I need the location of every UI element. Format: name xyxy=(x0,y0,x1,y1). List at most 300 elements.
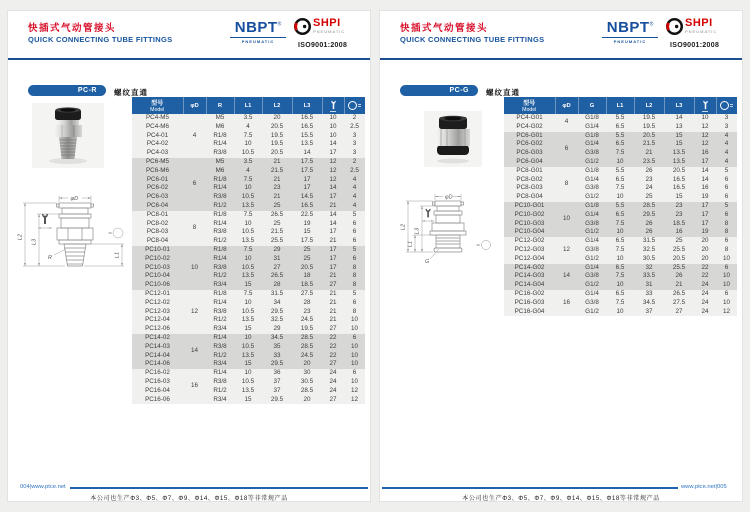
cell-value: 34.5 xyxy=(634,299,664,308)
cell-value: 22.5 xyxy=(292,211,322,220)
section-code-badge: PC-G xyxy=(400,85,478,96)
cell-value: 17 xyxy=(694,211,716,220)
cell-value: 20.5 xyxy=(664,255,694,264)
cell-value: 15.5 xyxy=(292,132,322,141)
cell-value: R1/4 xyxy=(206,220,234,229)
cell-value: G3/8 xyxy=(578,272,606,281)
table-row xyxy=(132,334,365,343)
cell-value: 5.5 xyxy=(606,202,634,211)
col-header-oring xyxy=(344,97,365,114)
cell-value: 13.5 xyxy=(292,140,322,149)
cell-value: 20 xyxy=(694,255,716,264)
cell-value: 16.5 xyxy=(664,176,694,185)
cell-value: 16 xyxy=(694,184,716,193)
cell-value: 16 xyxy=(664,228,694,237)
cell-value: 28.5 xyxy=(292,387,322,396)
cell-value: 12 xyxy=(716,308,737,317)
cell-value: G3/8 xyxy=(578,299,606,308)
cell-model: PC10-01 xyxy=(132,246,183,255)
cell-value: 5.5 xyxy=(606,132,634,141)
cell-model: PC10-G01 xyxy=(504,202,555,211)
cell-value: 17 xyxy=(322,149,344,158)
cell-model: PC8-04 xyxy=(132,237,183,246)
cell-value: 6 xyxy=(716,264,737,273)
table-row xyxy=(504,114,737,123)
cell-value: R3/8 xyxy=(206,343,234,352)
cell-value: 20.5 xyxy=(664,167,694,176)
cell-value: 10 xyxy=(606,308,634,317)
cell-value: 15 xyxy=(664,193,694,202)
cell-value: G1/4 xyxy=(578,211,606,220)
cell-value: 27 xyxy=(322,325,344,334)
cell-value: G3/8 xyxy=(578,220,606,229)
cell-value: G1/4 xyxy=(578,176,606,185)
cell-value: 12 xyxy=(322,176,344,185)
cell-value: 16.5 xyxy=(292,114,322,123)
cell-value: 26 xyxy=(634,228,664,237)
cell-value: 15 xyxy=(234,396,262,405)
cell-value: 27 xyxy=(322,396,344,405)
table-row xyxy=(504,299,737,308)
cell-value: 12 xyxy=(344,396,365,405)
cell-value: 21 xyxy=(322,290,344,299)
cell-value: 32 xyxy=(634,264,664,273)
cell-value: 6 xyxy=(344,299,365,308)
cell-value: 22 xyxy=(694,264,716,273)
cell-value: 26 xyxy=(664,272,694,281)
cell-value: 6.5 xyxy=(606,176,634,185)
cell-value: 4 xyxy=(716,132,737,141)
cell-value: 10.5 xyxy=(234,193,262,202)
cell-value: 25.5 xyxy=(664,246,694,255)
cell-value: R1/4 xyxy=(206,184,234,193)
cell-model: PC12-03 xyxy=(132,308,183,317)
cell-value: 6 xyxy=(344,237,365,246)
col-header-wrench xyxy=(694,97,716,114)
cell-value: 20 xyxy=(292,396,322,405)
cell-value: 24.5 xyxy=(292,352,322,361)
cell-value: 34 xyxy=(262,299,292,308)
cell-value: R1/8 xyxy=(206,132,234,141)
cell-value: 29.5 xyxy=(634,211,664,220)
table-row xyxy=(132,396,365,405)
cell-value: 6.5 xyxy=(606,211,634,220)
cell-diameter: 16 xyxy=(183,369,206,404)
page-title-en: QUICK CONNECTING TUBE FITTINGS xyxy=(28,35,173,44)
cell-value: 19 xyxy=(694,228,716,237)
cell-value: 32.5 xyxy=(634,246,664,255)
cell-value: 25 xyxy=(664,237,694,246)
cell-model: PC10-03 xyxy=(132,264,183,273)
cell-model: PC8-02 xyxy=(132,220,183,229)
cell-value: 6.5 xyxy=(606,290,634,299)
section-title: 螺纹直通 xyxy=(114,88,148,97)
cell-value: 3.5 xyxy=(234,158,262,167)
cell-value: 13 xyxy=(664,123,694,132)
cell-value: 31 xyxy=(634,281,664,290)
cell-value: 10 xyxy=(606,158,634,167)
cell-value: 14 xyxy=(694,176,716,185)
cell-model: PC8-01 xyxy=(132,211,183,220)
cell-value: 28 xyxy=(292,299,322,308)
cell-value: 23 xyxy=(664,202,694,211)
cell-value: 4 xyxy=(344,176,365,185)
cell-value: G1/8 xyxy=(578,202,606,211)
cell-value: G1/2 xyxy=(578,308,606,317)
cell-value: 24 xyxy=(694,299,716,308)
table-row xyxy=(504,290,737,299)
cell-model: PC16-04 xyxy=(132,387,183,396)
cell-value: 10 xyxy=(716,255,737,264)
table-row xyxy=(504,140,737,149)
cell-value: 23 xyxy=(634,176,664,185)
cell-value: 17 xyxy=(322,193,344,202)
cell-value: 27 xyxy=(664,308,694,317)
cell-value: 29 xyxy=(262,325,292,334)
cell-diameter: 10 xyxy=(555,202,578,237)
cell-value: 17 xyxy=(322,246,344,255)
cell-diameter: 6 xyxy=(555,132,578,167)
cell-value: G1/2 xyxy=(578,255,606,264)
cell-value: R3/4 xyxy=(206,281,234,290)
table-row xyxy=(504,176,737,185)
cell-value: 31.5 xyxy=(634,237,664,246)
table-row xyxy=(504,211,737,220)
cell-value: 17.5 xyxy=(292,158,322,167)
cell-value: 6 xyxy=(344,220,365,229)
cell-value: 2 xyxy=(344,114,365,123)
cell-model: PC4-01 xyxy=(132,132,183,141)
cell-value: 28 xyxy=(262,281,292,290)
cell-value: 20.5 xyxy=(262,123,292,132)
cell-value: 6 xyxy=(716,184,737,193)
cell-value: 26 xyxy=(634,167,664,176)
table-header-row xyxy=(132,97,365,114)
cell-value: 10 xyxy=(234,334,262,343)
page-title-cn: 快插式气动管接头 xyxy=(400,23,489,34)
cell-value: R3/4 xyxy=(206,360,234,369)
cell-value: M6 xyxy=(206,123,234,132)
cell-value: 16.5 xyxy=(292,123,322,132)
cell-value: 6 xyxy=(716,290,737,299)
cell-value: 5 xyxy=(716,167,737,176)
cell-value: 17 xyxy=(694,158,716,167)
table-row xyxy=(504,308,737,317)
cell-model: PC16-G04 xyxy=(504,308,555,317)
cell-value: 26.5 xyxy=(262,211,292,220)
nbpt-subtitle: PNEUMATIC xyxy=(602,37,658,44)
cell-value: 13.5 xyxy=(664,149,694,158)
cell-value: 29.5 xyxy=(262,360,292,369)
nbpt-wordmark: NBPT xyxy=(234,19,278,36)
table-row xyxy=(504,184,737,193)
shpi-subtitle: PNEUMATIC xyxy=(313,29,346,34)
cell-value: 12 xyxy=(344,387,365,396)
cell-value: 10 xyxy=(234,255,262,264)
cell-value: 10.5 xyxy=(234,264,262,273)
cell-value: R1/8 xyxy=(206,211,234,220)
col-header-d: φD xyxy=(555,97,578,114)
cell-value: 21 xyxy=(322,308,344,317)
table-row xyxy=(132,237,365,246)
cell-value: 28.5 xyxy=(634,202,664,211)
cell-value: 21.5 xyxy=(634,140,664,149)
cell-value: 13.5 xyxy=(234,237,262,246)
cell-value: 20 xyxy=(292,360,322,369)
cell-value: 23 xyxy=(292,308,322,317)
cell-value: R3/4 xyxy=(206,396,234,405)
cell-value: R1/8 xyxy=(206,176,234,185)
cell-value: R1/2 xyxy=(206,272,234,281)
cell-value: 17 xyxy=(292,184,322,193)
cell-model: PC12-01 xyxy=(132,290,183,299)
cell-model: PC12-G02 xyxy=(504,237,555,246)
cell-value: 2.5 xyxy=(344,123,365,132)
cell-value: 27 xyxy=(322,360,344,369)
cell-value: 3 xyxy=(344,140,365,149)
cell-value: 27.5 xyxy=(292,290,322,299)
dim-label-thread: R xyxy=(48,255,52,261)
cell-value: 22 xyxy=(694,272,716,281)
cell-value: 29.5 xyxy=(262,396,292,405)
cell-model: PC12-G03 xyxy=(504,246,555,255)
col-header-model: 型号 Model xyxy=(132,97,183,114)
cell-value: 10 xyxy=(234,184,262,193)
cell-value: 21 xyxy=(262,176,292,185)
iso-certification: ISO9001:2008 xyxy=(298,42,348,49)
cell-value: 10 xyxy=(344,343,365,352)
cell-value: 20.5 xyxy=(634,132,664,141)
dim-label-d: φD xyxy=(70,196,79,202)
footer-note: 本公司也生产Φ3、Φ5、Φ7、Φ9、Φ14、Φ15、Φ18等非常规产品 xyxy=(90,495,288,502)
cell-value: R3/8 xyxy=(206,264,234,273)
cell-diameter: 8 xyxy=(183,211,206,246)
cell-value: 10 xyxy=(234,299,262,308)
cell-value: G1/4 xyxy=(578,237,606,246)
cell-value: 13.5 xyxy=(234,352,262,361)
cell-value: R1/2 xyxy=(206,316,234,325)
dim-label-d: φD xyxy=(445,194,453,201)
dim-label-l2: L2 xyxy=(400,223,407,231)
page-number-site: www.ptce.net|005 xyxy=(681,483,727,490)
cell-value: 6 xyxy=(344,369,365,378)
cell-value: 19 xyxy=(292,220,322,229)
cell-value: 14 xyxy=(322,220,344,229)
table-row xyxy=(132,308,365,317)
cell-value: 19.5 xyxy=(634,123,664,132)
cell-value: 10 xyxy=(344,316,365,325)
col-header-thread: R xyxy=(206,97,234,114)
table-row xyxy=(504,149,737,158)
cell-value: G1/4 xyxy=(578,290,606,299)
cell-model: PC10-06 xyxy=(132,281,183,290)
cell-value: 8 xyxy=(716,246,737,255)
table-row xyxy=(504,255,737,264)
cell-value: R1/2 xyxy=(206,387,234,396)
cell-value: R1/8 xyxy=(206,246,234,255)
cell-value: 24 xyxy=(634,184,664,193)
cell-value: 16.5 xyxy=(664,184,694,193)
cell-value: 28.5 xyxy=(292,343,322,352)
cell-value: 25.5 xyxy=(664,264,694,273)
shpi-logo xyxy=(666,18,717,35)
cell-value: 30 xyxy=(292,369,322,378)
registered-mark-icon: ® xyxy=(649,21,654,28)
table-row xyxy=(132,132,365,141)
cell-value: 21 xyxy=(322,237,344,246)
cell-value: G3/8 xyxy=(578,246,606,255)
footer-rule xyxy=(382,487,678,489)
col-header-model: 型号 Model xyxy=(504,97,555,114)
table-row xyxy=(504,272,737,281)
cell-value: 35 xyxy=(262,343,292,352)
table-row xyxy=(132,272,365,281)
table-row xyxy=(132,360,365,369)
cell-value: 4 xyxy=(716,158,737,167)
col-header-l2: L2 xyxy=(262,97,292,114)
table-row xyxy=(504,132,737,141)
cell-value: 22 xyxy=(322,343,344,352)
cell-model: PC12-02 xyxy=(132,299,183,308)
cell-model: PC16-02 xyxy=(132,369,183,378)
cell-model: PC6-02 xyxy=(132,184,183,193)
cell-diameter: 8 xyxy=(555,167,578,202)
cell-model: PC10-02 xyxy=(132,255,183,264)
cell-model: PC6-M5 xyxy=(132,158,183,167)
cell-value: 10 xyxy=(694,114,716,123)
table-row xyxy=(132,220,365,229)
cell-value: 10 xyxy=(606,281,634,290)
wrench-icon xyxy=(329,100,338,110)
table-row xyxy=(132,343,365,352)
cell-value: 10 xyxy=(716,272,737,281)
cell-model: PC16-03 xyxy=(132,378,183,387)
cell-value: 4 xyxy=(716,149,737,158)
cell-value: 4 xyxy=(344,202,365,211)
cell-value: 12 xyxy=(694,140,716,149)
table-row xyxy=(504,281,737,290)
wrench-icon xyxy=(42,214,48,224)
cell-model: PC12-06 xyxy=(132,325,183,334)
cell-model: PC8-G02 xyxy=(504,176,555,185)
cell-model: PC16-G03 xyxy=(504,299,555,308)
cell-value: 7.5 xyxy=(606,220,634,229)
header-rule xyxy=(8,58,370,60)
cell-value: 10 xyxy=(234,220,262,229)
table-row xyxy=(132,184,365,193)
cell-value: 7.5 xyxy=(234,132,262,141)
cell-model: PC6-G04 xyxy=(504,158,555,167)
table-row xyxy=(504,228,737,237)
cell-value: 5 xyxy=(716,202,737,211)
cell-value: 17 xyxy=(694,220,716,229)
cell-value: 8 xyxy=(716,228,737,237)
cell-value: 10.5 xyxy=(234,308,262,317)
cell-value: 5.5 xyxy=(606,167,634,176)
cell-value: 29.5 xyxy=(262,308,292,317)
cell-value: 12 xyxy=(694,123,716,132)
cell-value: 28.5 xyxy=(292,334,322,343)
cell-value: 31.5 xyxy=(262,290,292,299)
cell-value: 14 xyxy=(664,114,694,123)
cell-diameter: 14 xyxy=(183,334,206,369)
table-row xyxy=(504,202,737,211)
cell-value: 10 xyxy=(344,360,365,369)
shpi-emblem-icon xyxy=(666,18,683,35)
col-header-l3: L3 xyxy=(292,97,322,114)
cell-value: 15 xyxy=(292,228,322,237)
col-header-oring xyxy=(716,97,737,114)
cell-value: 27 xyxy=(322,281,344,290)
cell-value: 16.5 xyxy=(292,202,322,211)
cell-value: 3 xyxy=(344,132,365,141)
table-row xyxy=(132,158,365,167)
cell-value: 10 xyxy=(344,378,365,387)
cell-value: 5 xyxy=(344,290,365,299)
cell-value: 26.5 xyxy=(664,290,694,299)
cell-value: 4 xyxy=(234,123,262,132)
cell-model: PC4-G01 xyxy=(504,114,555,123)
cell-value: 19.5 xyxy=(292,325,322,334)
cell-model: PC6-M6 xyxy=(132,167,183,176)
cell-diameter: 4 xyxy=(555,114,578,132)
cell-value: 37 xyxy=(262,387,292,396)
cell-value: 10.5 xyxy=(234,149,262,158)
cell-value: 6 xyxy=(344,255,365,264)
col-header-l2: L2 xyxy=(634,97,664,114)
cell-value: 21 xyxy=(322,299,344,308)
cell-model: PC8-G01 xyxy=(504,167,555,176)
cell-value: 33 xyxy=(634,290,664,299)
table-row xyxy=(504,193,737,202)
table-row xyxy=(132,246,365,255)
cell-model: PC4-G02 xyxy=(504,123,555,132)
section-code-badge: PC-R xyxy=(28,85,106,96)
cell-value: 21 xyxy=(634,149,664,158)
cell-value: 19 xyxy=(694,193,716,202)
cell-model: PC12-G04 xyxy=(504,255,555,264)
cell-value: 18 xyxy=(292,272,322,281)
cell-value: 27 xyxy=(262,264,292,273)
cell-value: 20 xyxy=(262,114,292,123)
cell-value: 21.5 xyxy=(262,167,292,176)
nbpt-logo xyxy=(602,19,658,44)
cell-value: 20 xyxy=(694,237,716,246)
table-row xyxy=(132,228,365,237)
page-title-en: QUICK CONNECTING TUBE FITTINGS xyxy=(400,35,545,44)
cell-value: 22 xyxy=(322,334,344,343)
cell-value: 24 xyxy=(322,387,344,396)
table-row xyxy=(132,299,365,308)
cell-value: R1/2 xyxy=(206,352,234,361)
table-row xyxy=(132,211,365,220)
cell-value: 17 xyxy=(322,264,344,273)
cell-value: 3 xyxy=(716,114,737,123)
cell-value: 13.5 xyxy=(234,316,262,325)
dim-label-l2: L2 xyxy=(17,233,24,241)
cell-value: 8 xyxy=(344,272,365,281)
table-row xyxy=(504,167,737,176)
cell-value: 37 xyxy=(262,378,292,387)
cell-value: R3/4 xyxy=(206,325,234,334)
cell-value: 20.5 xyxy=(262,149,292,158)
cell-model: PC14-03 xyxy=(132,343,183,352)
table-row xyxy=(132,140,365,149)
cell-value: G1/2 xyxy=(578,158,606,167)
table-row xyxy=(132,325,365,334)
cell-value: 10 xyxy=(606,193,634,202)
cell-value: 24 xyxy=(694,308,716,317)
